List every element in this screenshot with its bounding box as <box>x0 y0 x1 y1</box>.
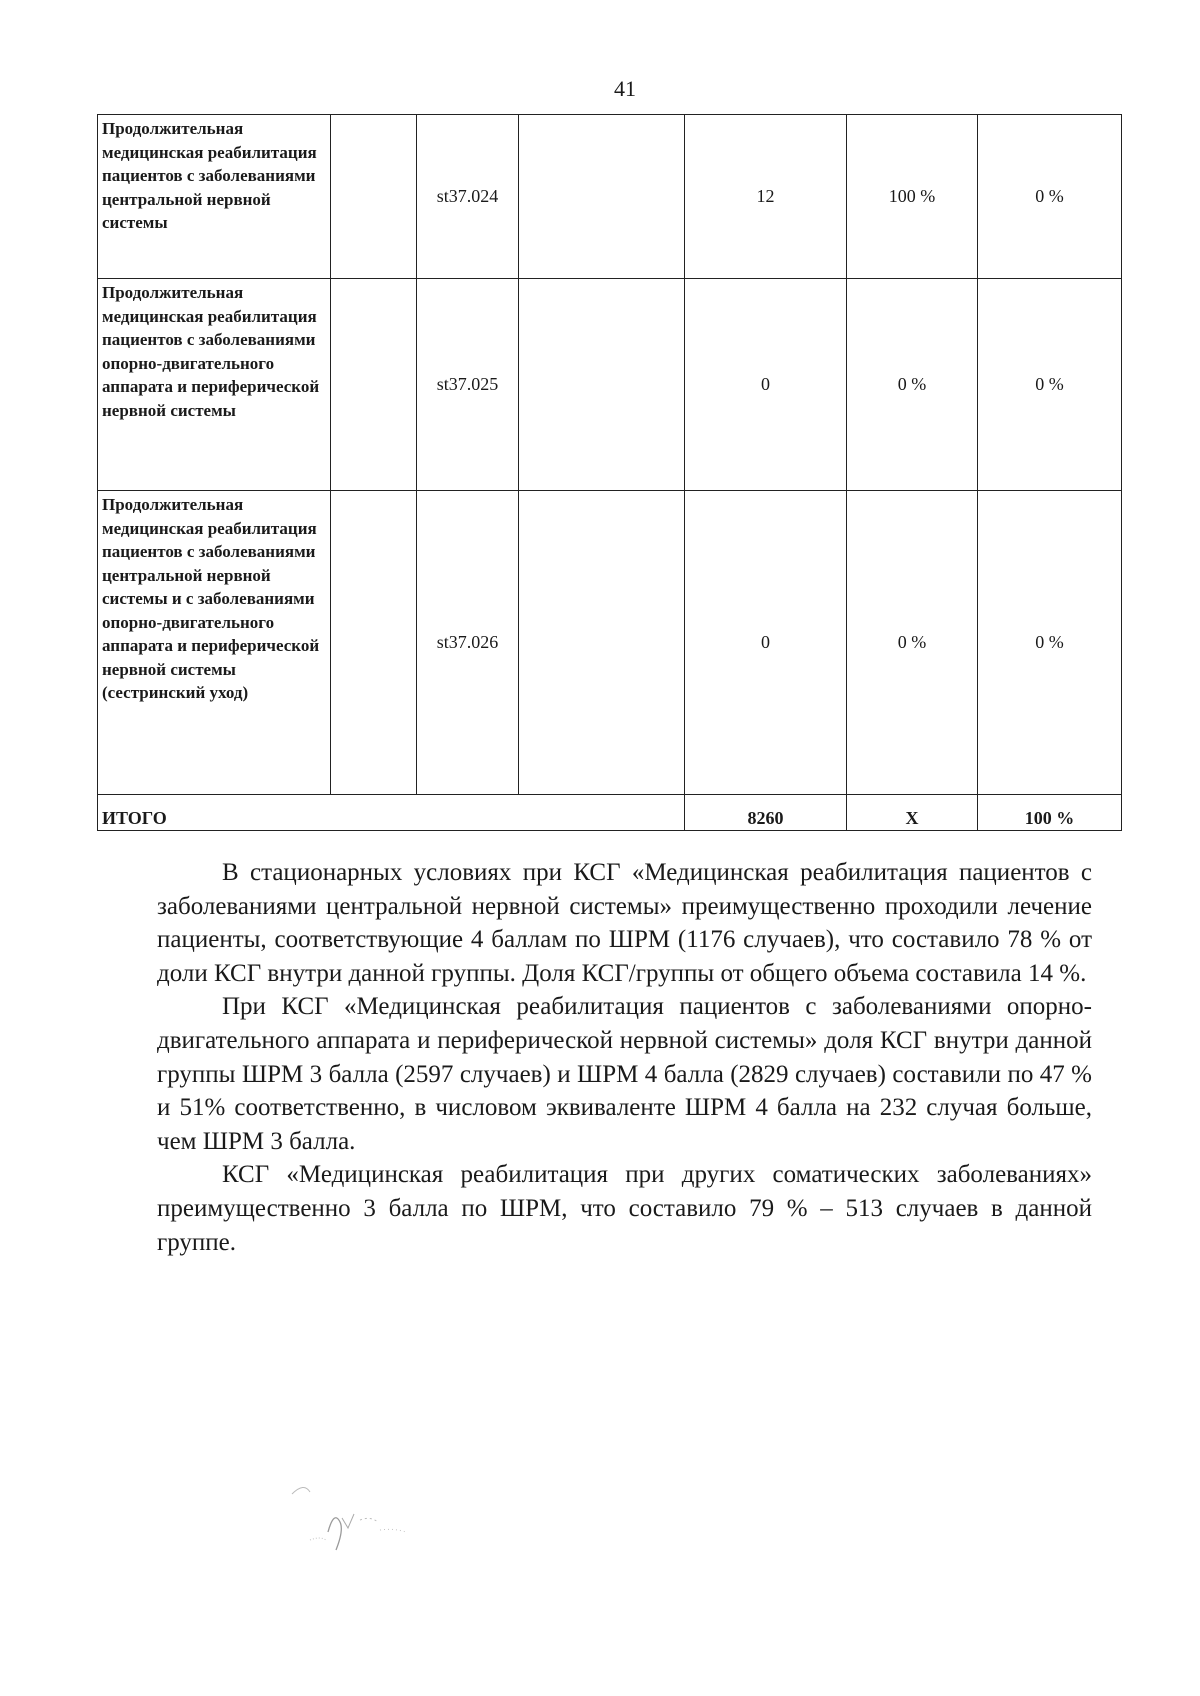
paragraph: КСГ «Медицинская реабилитация при других соматических заболеваниях» преимущественно 3 балла по ШРМ, что составило 79 % – 513 случаев в данной группе. <box>157 1161 1092 1256</box>
empty-cell <box>331 279 417 491</box>
row-name-cell: Продолжительная медицинская реабилитация пациентов с заболеваниями центральной нервной системы <box>98 115 331 279</box>
total-share-cell: 0 % <box>978 115 1122 279</box>
total-share-cell: 100 % <box>978 795 1122 831</box>
code-cell: st37.024 <box>417 115 519 279</box>
table-row <box>98 491 1122 795</box>
paragraph: В стационарных условиях при КСГ «Медицинская реабилитация пациентов с заболеваниями центральной нервной системы» преимущественно проходили лечение пациенты, соответствующие 4 баллам по ШРМ (1176 случаев), что составило 78 % от доли КСГ внутри данной группы. Доля КСГ/группы от общего объема составила 14 %. <box>157 859 1092 987</box>
empty-cell <box>519 491 685 795</box>
total-share-cell: 0 % <box>978 279 1122 491</box>
paragraph: При КСГ «Медицинская реабилитация пациентов с заболеваниями опорно-двигательного аппарата и периферической нервной системы» доля КСГ внутри данной группы ШРМ 3 балла (2597 случаев) и ШРМ 4 балла (2829 случаев) составили по 47 % и 51% соответственно, в числовом эквиваленте ШРМ 4 балла на 232 случая больше, чем ШРМ 3 балла. <box>157 993 1092 1155</box>
total-count-cell: 8260 <box>685 795 847 831</box>
row-name-cell: Продолжительная медицинская реабилитация пациентов с заболеваниями опорно-двигательного аппарата и периферической нервной системы <box>98 279 331 491</box>
page-number: 41 <box>614 76 636 101</box>
code-cell: st37.025 <box>417 279 519 491</box>
group-share-cell: 100 % <box>847 115 978 279</box>
total-label: ИТОГО <box>98 795 685 831</box>
table-row <box>98 279 1122 491</box>
count-cell: 0 <box>685 279 847 491</box>
total-share-cell: 0 % <box>978 491 1122 795</box>
total-row <box>98 795 1122 831</box>
empty-cell <box>519 279 685 491</box>
body-text <box>157 856 1092 1259</box>
row-name-cell: Продолжительная медицинская реабилитация пациентов с заболеваниями центральной нервной системы и с заболеваниями опорно-двигательного аппарата и периферической нервной системы (сестринский уход) <box>98 491 331 795</box>
count-cell: 12 <box>685 115 847 279</box>
empty-cell <box>519 115 685 279</box>
group-share-cell: 0 % <box>847 279 978 491</box>
empty-cell <box>331 491 417 795</box>
count-cell: 0 <box>685 491 847 795</box>
table-row <box>98 115 1122 279</box>
signature-mark <box>270 1470 470 1560</box>
empty-cell <box>331 115 417 279</box>
code-cell: st37.026 <box>417 491 519 795</box>
group-share-cell: 0 % <box>847 491 978 795</box>
total-group-share-cell: Х <box>847 795 978 831</box>
ksg-table <box>97 114 1122 831</box>
